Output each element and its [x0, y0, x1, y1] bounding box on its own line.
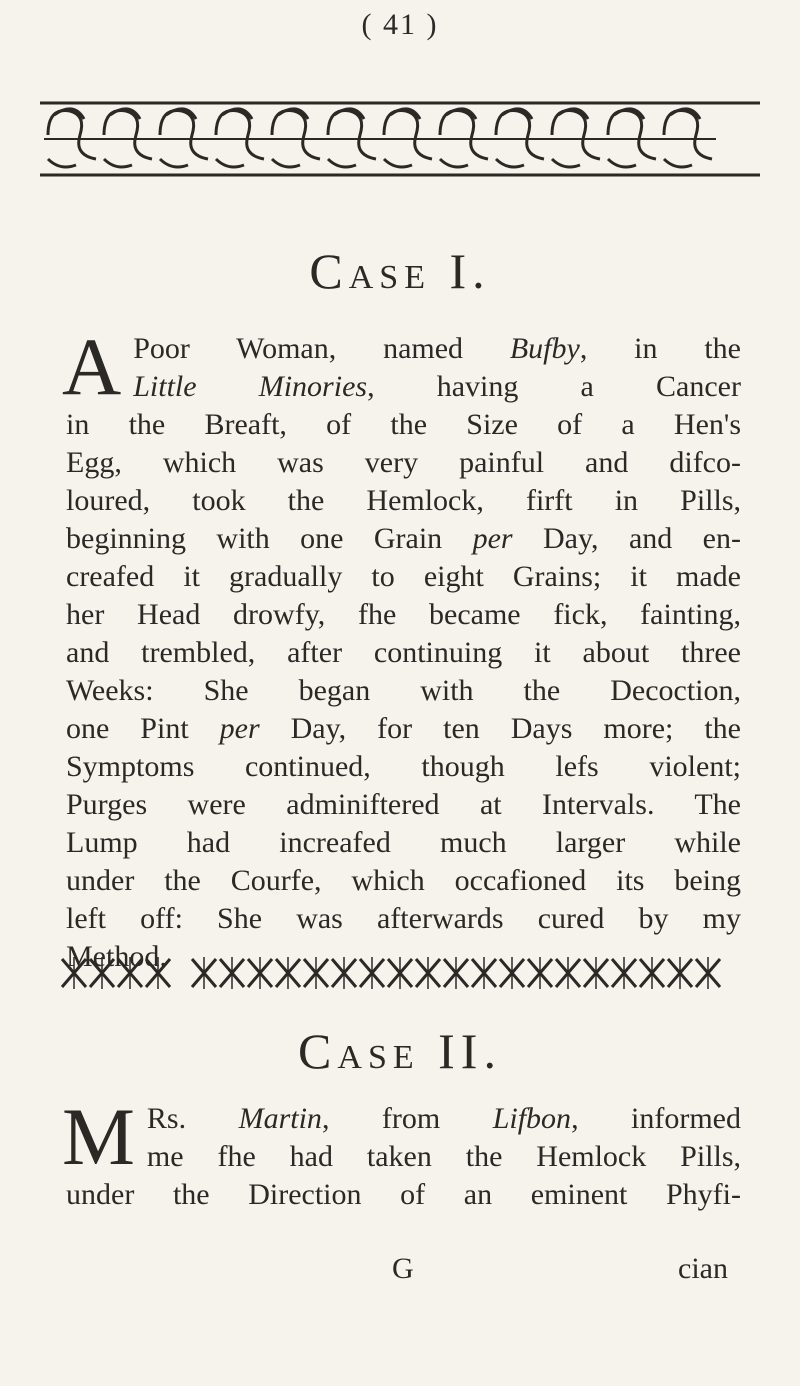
text-run: her Head drowfy, fhe became fick, fainting,: [66, 598, 741, 631]
text-line: [66, 824, 741, 862]
case-2-paragraph: [62, 1091, 742, 1214]
ornament-icon: [40, 95, 760, 179]
text-run: one Pint: [66, 712, 220, 745]
text-run: Purges were adminiftered at Intervals. The: [66, 788, 741, 821]
case-1-word: ASE: [348, 259, 431, 296]
catchword: cian: [678, 1252, 728, 1285]
text-run: Poor Woman, named: [133, 332, 510, 365]
page-number: ( 41 ): [361, 8, 439, 41]
text-line: [66, 482, 741, 520]
text-line: [66, 1176, 741, 1214]
case2-drop-cap: M: [62, 1091, 135, 1182]
case-2-heading: [0, 1022, 800, 1080]
text-run: , having a Cancer: [367, 370, 741, 403]
text-line: [66, 1138, 741, 1176]
case-1-initial: C: [309, 243, 349, 299]
text-line: [66, 330, 741, 368]
text-run: Lump had increafed much larger while: [66, 826, 741, 859]
text-line: [66, 1100, 741, 1138]
text-run: Egg, which was very painful and difco-: [66, 446, 741, 479]
text-run: under the Courfe, which occafioned its being: [66, 864, 741, 897]
text-run: Weeks: She began with the Decoction,: [66, 674, 741, 707]
italic-run: per: [219, 712, 260, 745]
text-line: [66, 710, 741, 748]
text-line: [66, 786, 741, 824]
text-line: [66, 558, 741, 596]
italic-run: per: [472, 522, 513, 555]
text-line: [66, 634, 741, 672]
cross-ornament-icon: [60, 955, 740, 991]
text-run: Day, and en-: [512, 522, 741, 555]
text-line: [66, 520, 741, 558]
text-line: [66, 672, 741, 710]
middle-ornament-band: [0, 955, 800, 991]
text-line: [66, 900, 741, 938]
text-line: [66, 862, 741, 900]
text-line: [66, 406, 741, 444]
case-2-initial: C: [298, 1023, 338, 1079]
text-line: [66, 444, 741, 482]
text-run: Method.: [66, 940, 167, 973]
case-1-paragraph: [62, 321, 741, 976]
text-run: , informed: [571, 1102, 742, 1135]
text-run: Symptoms continued, though lefs violent;: [66, 750, 741, 783]
text-run: beginning with one Grain: [66, 522, 473, 555]
text-run: Rs.: [146, 1102, 239, 1135]
text-run: in the Breaft, of the Size of a Hen's: [66, 408, 741, 441]
top-ornament-band: [0, 95, 800, 179]
case-2-word: ASE: [337, 1039, 420, 1076]
text-run: left off: She was afterwards cured by my: [66, 902, 741, 935]
case-1-number: I.: [449, 243, 491, 299]
text-run: loured, took the Hemlock, firft in Pills,: [66, 484, 741, 517]
text-run: , from: [321, 1102, 493, 1135]
italic-run: Bufby: [509, 332, 580, 365]
text-run: under the Direction of an eminent Phyfi-: [66, 1178, 741, 1211]
text-line: [66, 368, 741, 406]
case-2-number: II.: [438, 1023, 502, 1079]
text-run: Day, for ten Days more; the: [259, 712, 741, 745]
text-run: , in the: [579, 332, 741, 365]
text-run: me fhe had taken the Hemlock Pills,: [146, 1140, 741, 1173]
text-line: [66, 596, 741, 634]
case-1-heading: [0, 242, 800, 300]
case1-drop-cap: A: [62, 321, 122, 412]
italic-run: Little Minories: [133, 370, 368, 403]
text-run: creafed it gradually to eight Grains; it made: [66, 560, 741, 593]
signature-mark: G: [392, 1252, 414, 1285]
italic-run: Lifbon: [492, 1102, 572, 1135]
italic-run: Martin: [238, 1102, 322, 1135]
text-run: and trembled, after continuing it about three: [66, 636, 741, 669]
text-line: [66, 748, 741, 786]
